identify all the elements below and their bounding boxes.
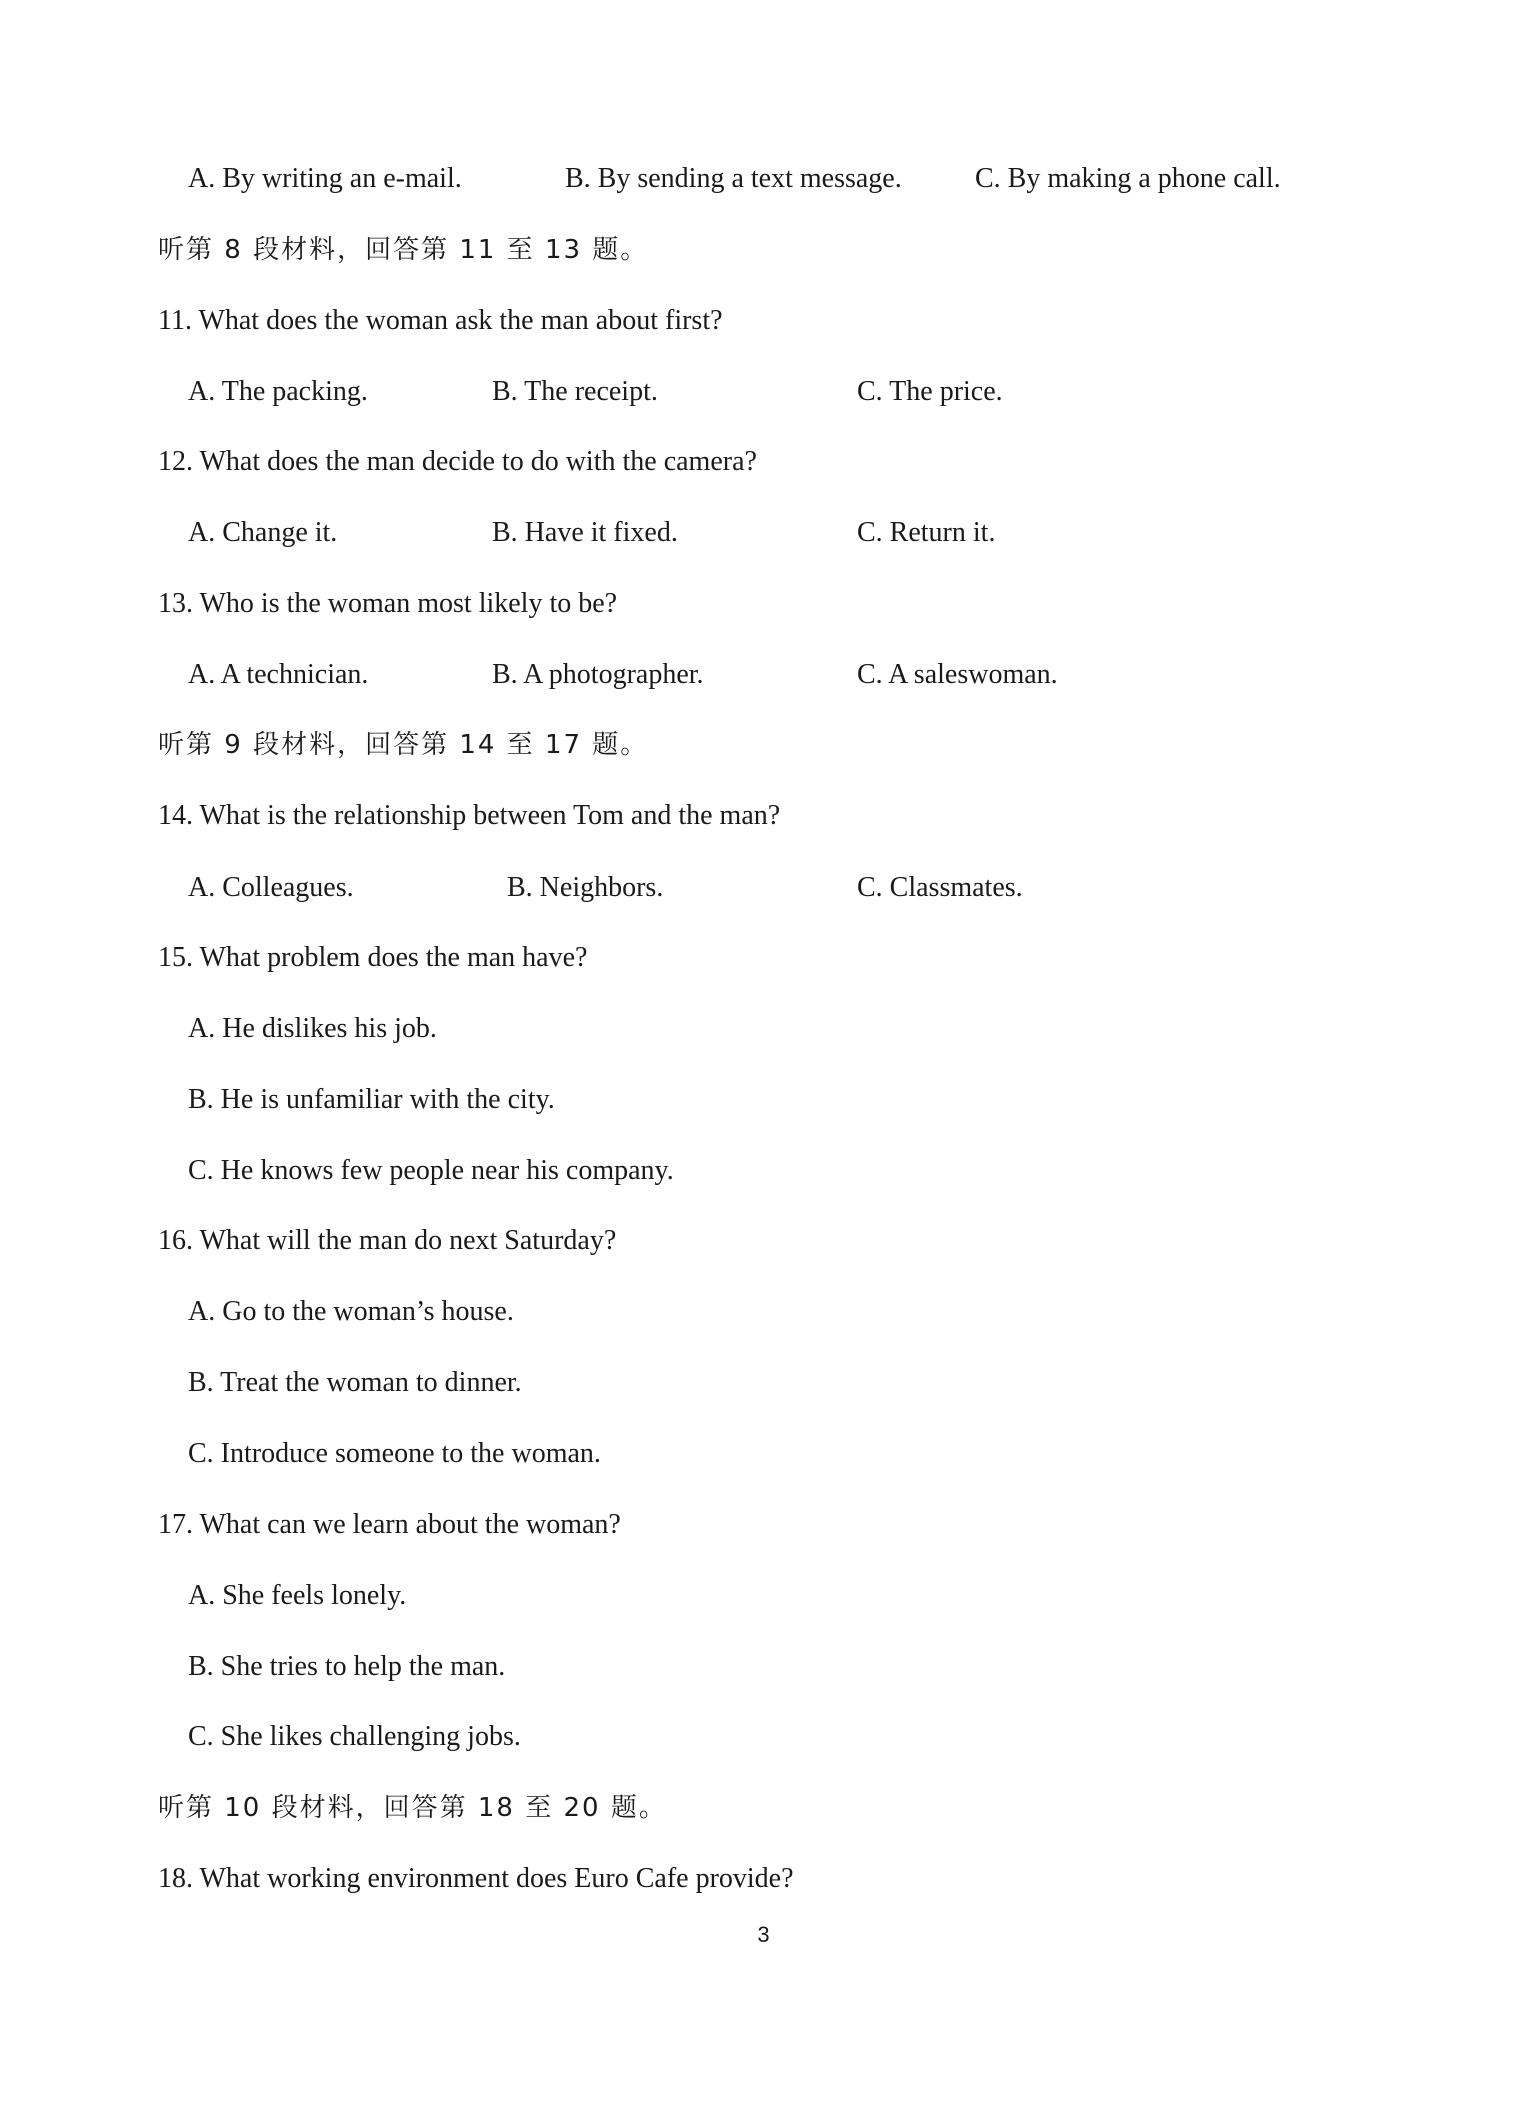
q13-option-b: B. A photographer. <box>492 659 704 690</box>
q17-option-b: B. She tries to help the man. <box>188 1651 506 1682</box>
q10-option-a: A. By writing an e-mail. <box>188 163 462 194</box>
q13-option-a: A. A technician. <box>188 659 369 690</box>
q16-option-c: C. Introduce someone to the woman. <box>188 1438 601 1469</box>
q10-option-b: B. By sending a text message. <box>565 163 902 194</box>
q12-question: 12. What does the man decide to do with the camera? <box>158 446 757 477</box>
q17-option-a: A. She feels lonely. <box>188 1580 407 1611</box>
q11-option-c: C. The price. <box>857 376 1003 407</box>
section-9-heading: 听第 9 段材料，回答第 14 至 17 题。 <box>158 730 649 760</box>
q11-option-b: B. The receipt. <box>492 376 658 407</box>
q12-option-c: C. Return it. <box>857 517 996 548</box>
q15-question: 15. What problem does the man have? <box>158 942 588 973</box>
q16-option-b: B. Treat the woman to dinner. <box>188 1367 522 1398</box>
q17-question: 17. What can we learn about the woman? <box>158 1509 621 1540</box>
q10-option-c: C. By making a phone call. <box>975 163 1281 194</box>
q11-option-a: A. The packing. <box>188 376 368 407</box>
q13-question: 13. Who is the woman most likely to be? <box>158 588 618 619</box>
q14-option-b: B. Neighbors. <box>507 872 664 903</box>
q15-option-b: B. He is unfamiliar with the city. <box>188 1084 555 1115</box>
q14-option-c: C. Classmates. <box>857 872 1023 903</box>
q17-option-c: C. She likes challenging jobs. <box>188 1721 521 1752</box>
page-number: 3 <box>757 1922 770 1947</box>
q15-option-a: A. He dislikes his job. <box>188 1013 437 1044</box>
section-8-heading: 听第 8 段材料，回答第 11 至 13 题。 <box>158 235 649 265</box>
q13-option-c: C. A saleswoman. <box>857 659 1058 690</box>
q15-option-c: C. He knows few people near his company. <box>188 1155 674 1186</box>
q12-option-a: A. Change it. <box>188 517 338 548</box>
q12-option-b: B. Have it fixed. <box>492 517 678 548</box>
section-10-heading: 听第 10 段材料，回答第 18 至 20 题。 <box>158 1793 667 1823</box>
q11-question: 11. What does the woman ask the man about first? <box>158 305 723 336</box>
q16-option-a: A. Go to the woman’s house. <box>188 1296 514 1327</box>
q16-question: 16. What will the man do next Saturday? <box>158 1225 617 1256</box>
q14-question: 14. What is the relationship between Tom and the man? <box>158 800 781 831</box>
q14-option-a: A. Colleagues. <box>188 872 354 903</box>
q18-question: 18. What working environment does Euro Cafe provide? <box>158 1863 794 1894</box>
